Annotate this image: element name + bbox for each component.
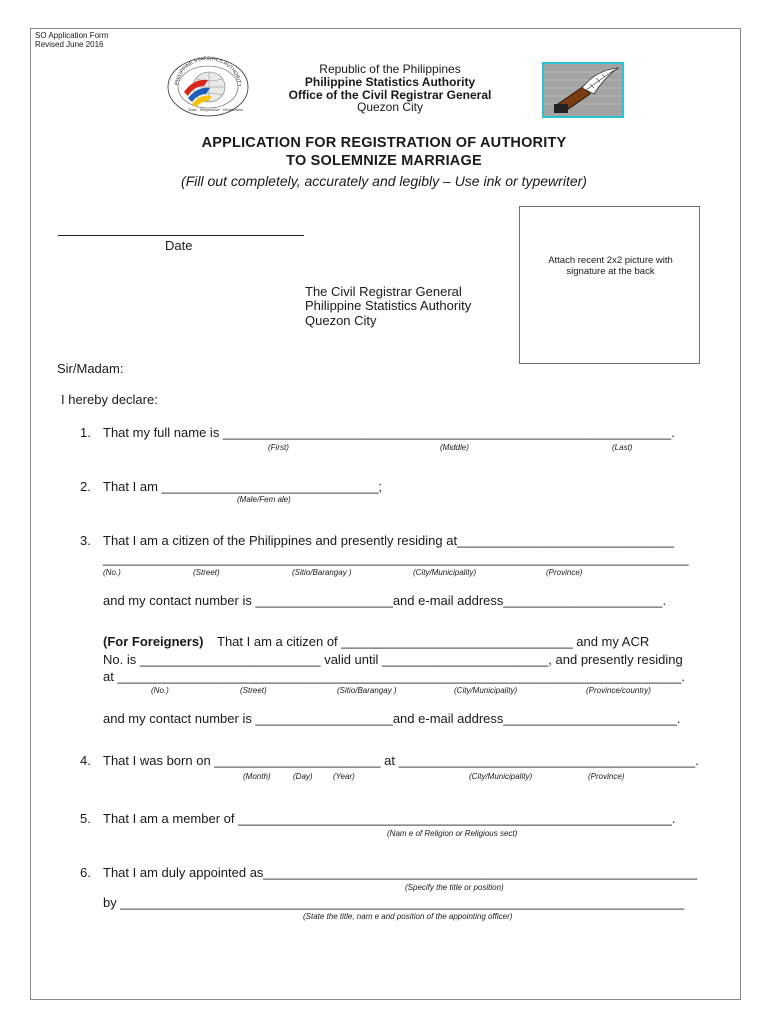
appointing-officer-field[interactable]: by ______________________________________________________________________________: [103, 895, 685, 910]
photo-attachment-box[interactable]: [519, 206, 700, 364]
caption-street: (Street): [193, 568, 220, 577]
item-3-number: 3.: [80, 533, 91, 548]
caption-foreign-city: (City/Municipality): [454, 686, 518, 695]
full-name-field[interactable]: That my full name is ______________________________________________________________.: [103, 425, 675, 440]
caption-middle-name: (Middle): [440, 443, 469, 452]
foreign-residence-field[interactable]: at ______________________________________________________________________________.: [103, 669, 686, 684]
form-title-line2: TO SOLEMNIZE MARRIAGE: [286, 153, 482, 169]
caption-foreign-province: (Province/country): [586, 686, 651, 695]
item-2-number: 2.: [80, 479, 91, 494]
caption-birth-province: (Province): [588, 772, 625, 781]
sex-field[interactable]: That I am ______________________________;: [103, 479, 383, 494]
addressee-line1: The Civil Registrar General: [305, 284, 462, 299]
seal-ring-text: PHILIPPINE STATISTICS AUTHORITY: [174, 56, 243, 88]
contact-email-field[interactable]: and my contact number is ___________________and e-mail address______________________.: [103, 593, 667, 608]
caption-sitio: (Sitio/Barangay ): [292, 568, 352, 577]
registrar-quill-logo: [542, 62, 624, 118]
item-6-number: 6.: [80, 865, 91, 880]
form-title-line1: APPLICATION FOR REGISTRATION OF AUTHORITY: [201, 135, 567, 151]
form-instruction: (Fill out completely, accurately and legibly – Use ink or typewriter): [181, 173, 587, 189]
header-office: Office of the Civil Registrar General: [288, 88, 492, 102]
caption-day: (Day): [293, 772, 313, 781]
item-4-number: 4.: [80, 753, 91, 768]
date-input-line[interactable]: [58, 235, 304, 236]
caption-province: (Province): [546, 568, 583, 577]
appointment-title-field[interactable]: That I am duly appointed as____________________________________________________________: [103, 865, 698, 880]
revision-date: Revised June 2016: [35, 40, 104, 49]
addressee-line2: Philippine Statistics Authority: [305, 298, 472, 313]
caption-year: (Year): [333, 772, 355, 781]
caption-first-name: (First): [268, 443, 289, 452]
caption-last-name: (Last): [612, 443, 633, 452]
salutation: Sir/Madam:: [57, 361, 124, 376]
form-code: SO Application Form: [35, 31, 109, 40]
foreigners-label: (For Foreigners): [103, 634, 204, 649]
header-city: Quezon City: [356, 100, 424, 114]
photo-instruction: Attach recent 2x2 picture with signature at the back: [548, 255, 673, 277]
caption-foreign-street: (Street): [240, 686, 267, 695]
addressee-line3: Quezon City: [305, 313, 377, 328]
caption-month: (Month): [243, 772, 271, 781]
foreign-contact-email-field[interactable]: and my contact number is ___________________and e-mail address________________________.: [103, 711, 681, 726]
caption-religion: (Nam e of Religion or Religious sect): [387, 829, 518, 838]
date-label: Date: [165, 238, 193, 253]
caption-address-no: (No.): [103, 568, 121, 577]
religion-field[interactable]: That I am a member of ____________________________________________________________.: [103, 811, 676, 826]
caption-title-position: (Specify the title or position): [405, 883, 504, 892]
declaration-intro: I hereby declare:: [61, 392, 158, 407]
caption-city: (City/Municipality): [413, 568, 477, 577]
acr-number-field[interactable]: No. is _________________________ valid until _______________________, and presently residing: [103, 652, 683, 667]
caption-birth-city: (City/Municipality): [469, 772, 533, 781]
item-1-number: 1.: [80, 425, 91, 440]
residence-address-line[interactable]: _________________________________________________________________________________: [103, 551, 689, 566]
header-agency: Philippine Statistics Authority: [304, 75, 476, 89]
header-republic: Republic of the Philippines: [319, 62, 461, 76]
caption-sex: (Male/Fem ale): [237, 495, 291, 504]
birth-field[interactable]: That I was born on _______________________ at _________________________________________.: [103, 753, 699, 768]
foreign-citizenship-field[interactable]: That I am a citizen of ________________________________ and my ACR: [217, 634, 650, 649]
caption-foreign-no: (No.): [151, 686, 169, 695]
residence-field[interactable]: That I am a citizen of the Philippines and presently residing at______________________________: [103, 533, 674, 548]
caption-appointing-officer: (State the title, nam e and position of the appointing officer): [303, 912, 513, 921]
seal-motto: Solid · Responsive · World-class: [188, 108, 243, 112]
item-5-number: 5.: [80, 811, 91, 826]
caption-foreign-sitio: (Sitio/Barangay ): [337, 686, 397, 695]
